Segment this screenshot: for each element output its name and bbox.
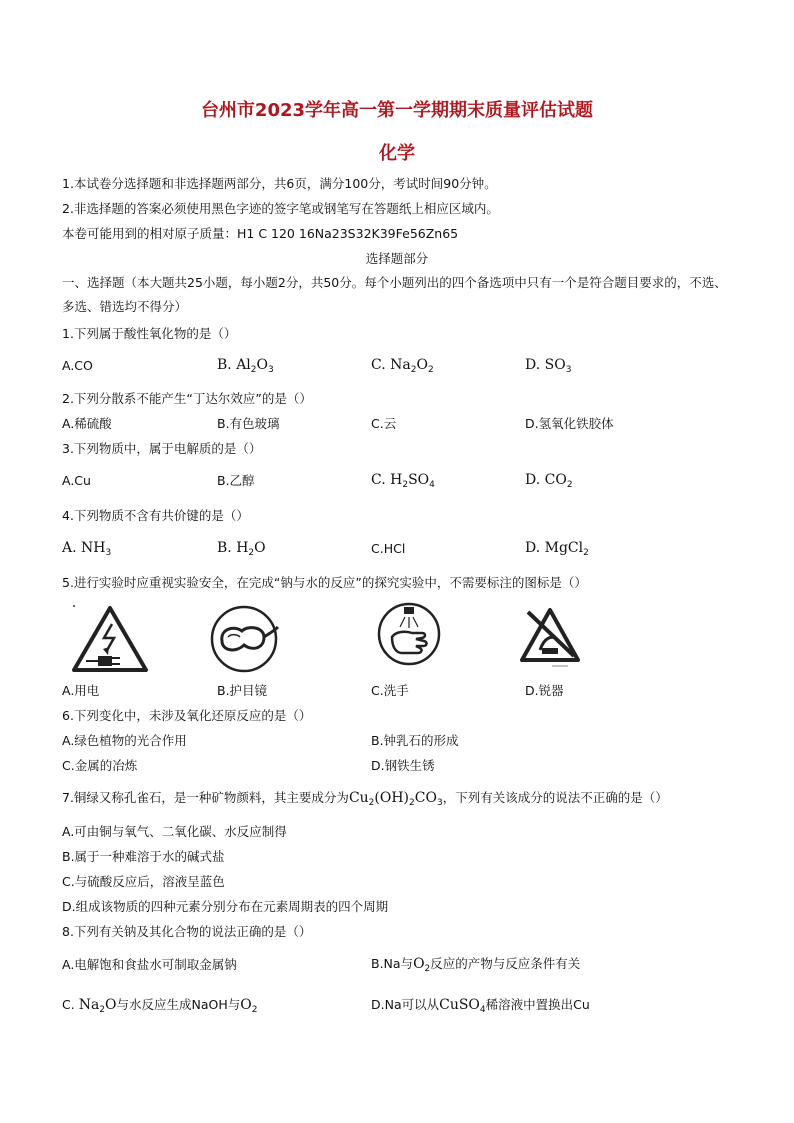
- note-2: 2.非选择题的答案必须使用黑色字迹的签字笔或钢笔写在答题纸上相应区域内。: [62, 201, 499, 216]
- goggles-icon: [208, 603, 284, 679]
- q2-stem: 2.下列分散系不能产生“丁达尔效应”的是（）: [62, 391, 312, 406]
- sharp-objects-icon: [518, 604, 582, 676]
- exam-title: 台州市2023学年高一第一学期期末质量评估试题: [200, 100, 594, 121]
- q5-option-d: D.锐器: [525, 683, 564, 698]
- q5-option-a: A.用电: [62, 683, 100, 698]
- q1-stem: 1.下列属于酸性氧化物的是（）: [62, 326, 237, 341]
- q4-option-c: C.HCl: [371, 541, 406, 556]
- q6-option-d: D.钢铁生锈: [371, 758, 435, 773]
- q5-option-c: C.洗手: [371, 683, 409, 698]
- q3-option-d: D. $CO_2$: [525, 472, 573, 490]
- q6-option-a: A.绿色植物的光合作用: [62, 733, 187, 748]
- subject-title: 化学: [379, 143, 415, 164]
- q3-option-a: A.Cu: [62, 473, 91, 488]
- q3-option-b: B.乙醇: [217, 473, 255, 488]
- q5-stem: 5.进行实验时应重视实验安全，在完成“钠与水的反应”的探究实验中，不需要标注的图标是（）: [62, 575, 587, 590]
- part-title: 选择题部分: [365, 251, 429, 266]
- q4-stem: 4.下列物质不含有共价键的是（）: [62, 508, 249, 523]
- q8-option-a: A.电解饱和食盐水可制取金属钠: [62, 957, 237, 972]
- q8-option-d: D.Na可以从CuSO$_4$稀溶液中置换出Cu: [371, 997, 590, 1015]
- q1-option-d: D. $SO_3$: [525, 357, 572, 375]
- q7-option-c: C.与硫酸反应后，溶液呈蓝色: [62, 874, 225, 889]
- q6-stem: 6.下列变化中，未涉及氧化还原反应的是（）: [62, 708, 312, 723]
- q2-option-a: A.稀硫酸: [62, 416, 112, 431]
- q3-stem: 3.下列物质中，属于电解质的是（）: [62, 441, 262, 456]
- q1-option-c: C. $Na_2O_2$: [371, 357, 434, 375]
- q2-option-d: D.氢氧化铁胶体: [525, 416, 614, 431]
- note-atomic-masses: 本卷可能用到的相对原子质量：H1 C 120 16Na23S32K39Fe56Zn65: [62, 226, 459, 241]
- q7-option-b: B.属于一种难溶于水的碱式盐: [62, 849, 225, 864]
- q6-option-c: C.金属的冶炼: [62, 758, 138, 773]
- q5-option-b: B.护目镜: [217, 683, 268, 698]
- q2-option-b: B.有色玻璃: [217, 416, 280, 431]
- electric-hazard-icon: [70, 602, 150, 678]
- q7-option-d: D.组成该物质的四种元素分别分布在元素周期表的四个周期: [62, 899, 389, 914]
- note-1: 1.本试卷分选择题和非选择题两部分，共6页，满分100分，考试时间90分钟。: [62, 176, 497, 191]
- q4-option-a: A. $NH_3$: [62, 540, 112, 558]
- q1-option-a: A.CO: [62, 358, 93, 373]
- q8-stem: 8.下列有关钠及其化合物的说法正确的是（）: [62, 924, 312, 939]
- q7-option-a: A.可由铜与氧气、二氧化碳、水反应制得: [62, 824, 287, 839]
- hand-wash-icon: [376, 601, 442, 671]
- q7-stem: 7.铜绿又称孔雀石，是一种矿物颜料，其主要成分为$Cu_2(OH)_2CO_3$，下列有关该成分的说法不正确的是（）: [62, 790, 668, 808]
- q4-option-b: B. $H_2O$: [217, 540, 266, 558]
- q6-option-b: B.钟乳石的形成: [371, 733, 459, 748]
- q8-option-b: B.Na与$O_2$反应的产物与反应条件有关: [371, 956, 581, 974]
- q1-option-b: B. $Al_2O_3$: [217, 357, 274, 375]
- q2-option-c: C.云: [371, 416, 397, 431]
- q4-option-d: D. MgCl$_2$: [525, 540, 589, 558]
- section-intro: 一、选择题（本大题共25小题，每小题2分，共50分。每个小题列出的四个备选项中只有一个是符合题目要求的，不选、多选、错选均不得分）: [62, 275, 727, 314]
- q8-option-c: C. $Na_2O$与水反应生成NaOH与$O_2$: [62, 997, 258, 1015]
- q3-option-c: C. $H_2SO_4$: [371, 472, 435, 490]
